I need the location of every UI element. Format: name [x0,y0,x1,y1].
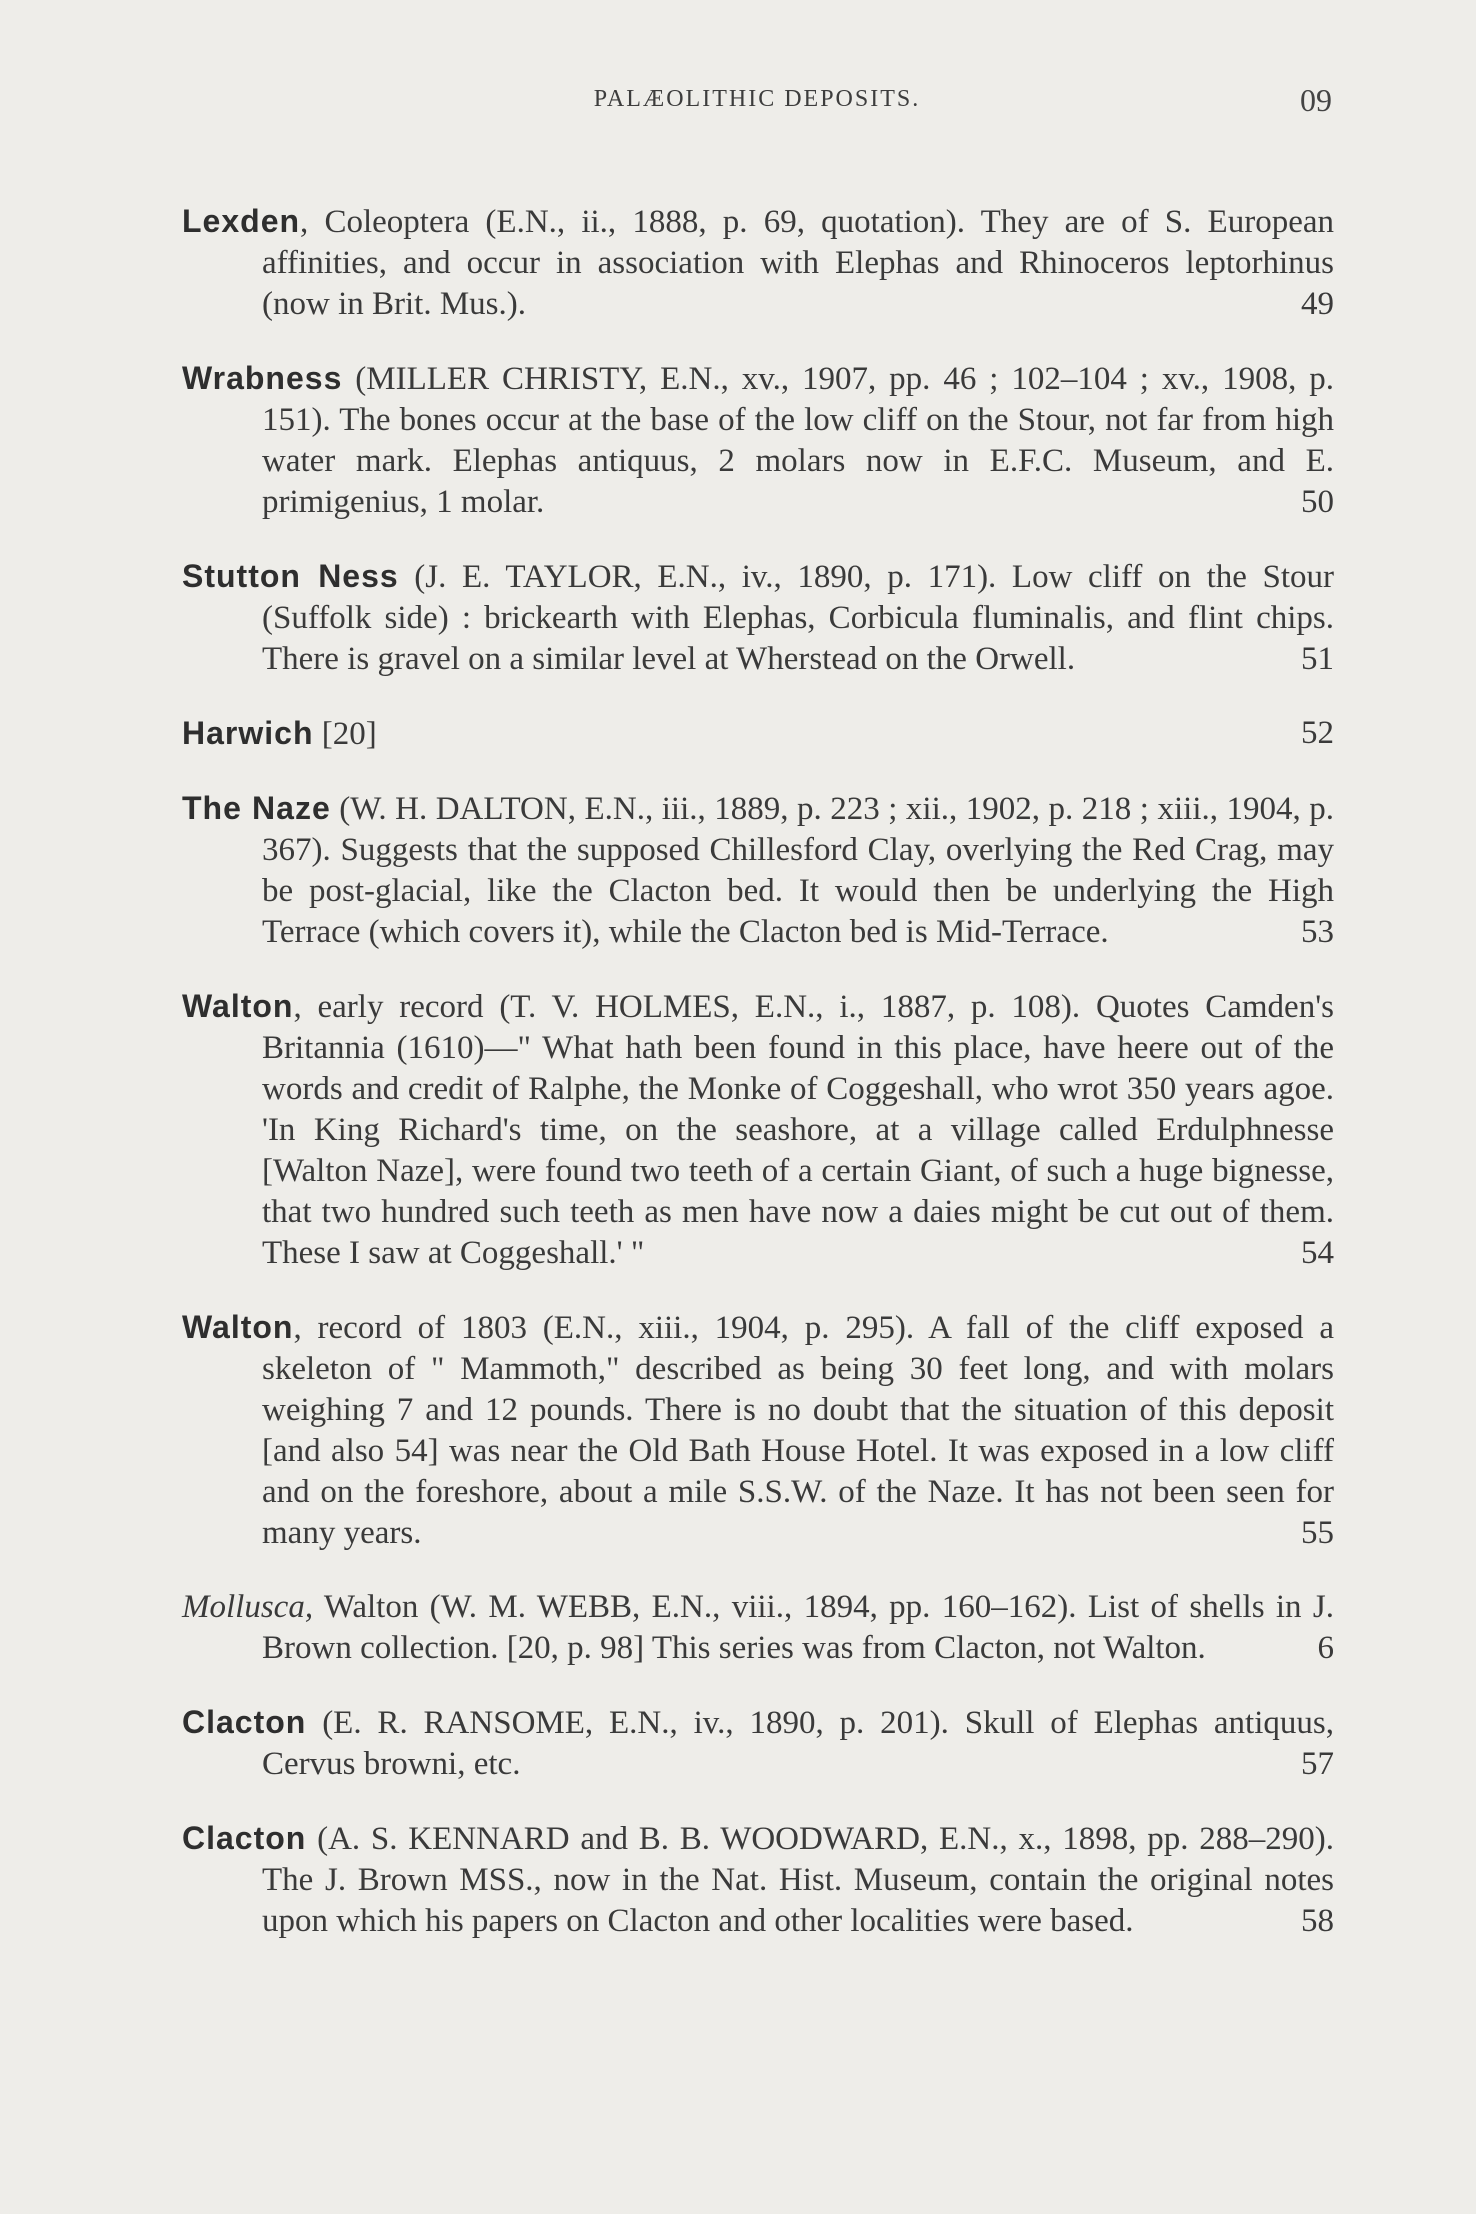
entry-number: 54 [1301,1235,1334,1271]
entry-locality: Harwich [182,715,314,751]
entry-locality: Walton [182,988,294,1024]
entry-number: 6 [1317,1630,1334,1666]
entry-clacton-ransome [182,1702,1334,1785]
entry-text: (W. H. DALTON, E.N., iii., 1889, p. 223 ; xii., 1902, p. 218 ; xiii., 1904, p. 367). Suggests that the supposed Chillesford Clay, overlying the Red Crag, may be post-glacial, like the Clacton bed. It would then be underlying the High Terrace (which covers it), while the Clacton bed is Mid-Terrace. [262,791,1334,950]
running-head: PALÆOLITHIC DEPOSITS. [593,86,921,112]
entry-text: (J. E. TAYLOR, E.N., iv., 1890, p. 171). Low cliff on the Stour (Suffolk side) : brickearth with Elephas, Corbicula fluminalis, and flint chips. There is gravel on a similar level at Wherstead on the Orwell. [262,559,1335,677]
entry-stutton-ness [182,556,1334,680]
entry-locality: Wrabness [182,360,343,396]
page-number: 09 [1300,82,1332,118]
entries-list [182,168,1334,1951]
entry-lexden [182,201,1334,325]
entry-harwich [182,713,1334,755]
entry-text: (E. R. RANSOME, E.N., iv., 1890, p. 201). Skull of Elephas antiquus, Cervus browni, etc. [262,1705,1334,1782]
entry-number: 55 [1301,1515,1334,1551]
entry-number: 58 [1301,1903,1334,1939]
entry-locality: Walton [182,1309,294,1345]
entry-text: [20] [313,716,377,752]
entry-locality: Stutton Ness [182,558,399,594]
entry-text: (A. S. KENNARD and B. B. WOODWARD, E.N., x., 1898, pp. 288–290). The J. Brown MSS., now in the Nat. Hist. Museum, contain the original notes upon which his papers on Clacton and other localities were based. [262,1821,1334,1939]
entry-number: 53 [1301,914,1334,950]
entry-clacton-kennard [182,1818,1334,1942]
entry-number: 49 [1301,286,1334,322]
entry-locality: Clacton [182,1704,307,1740]
entry-text: , early record (T. V. HOLMES, E.N., i., 1887, p. 108). Quotes Camden's Britannia (1610)—" What hath been found in this place, have heere out of the words and credit of Ralphe, the Monke of Coggeshall, who wrot 350 years agoe. 'In King Richard's time, on the seashore, at a village called Erdulphnesse [Walton Naze], were found two teeth of a certain Giant, of such a huge bignesse, that two hundred such teeth as men have now a daies might be cut out of them. These I saw at Coggeshall.' " [262,989,1334,1271]
entry-text: (MILLER CHRISTY, E.N., xv., 1907, pp. 46 ; 102–104 ; xv., 1908, p. 151). The bones occur at the base of the low cliff on the Stour, not far from high water mark. Elephas antiquus, 2 molars now in E.F.C. Museum, and E. primigenius, 1 molar. [262,361,1334,520]
entry-number: 52 [1301,715,1334,751]
entry-locality: The Naze [182,790,331,826]
entry-locality: Clacton [182,1820,307,1856]
entry-mollusca [182,1587,1334,1669]
entry-walton-early [182,986,1334,1274]
entry-number: 57 [1301,1746,1334,1782]
entry-number: 50 [1301,484,1334,520]
entry-locality: Mollusca, [182,1589,314,1625]
entry-wrabness [182,358,1334,523]
entry-text: , Coleoptera (E.N., ii., 1888, p. 69, quotation). They are of S. European affinities, and occur in association with Elephas and Rhinoceros leptorhinus (now in Brit. Mus.). [262,204,1334,322]
entry-text: Walton (W. M. WEBB, E.N., viii., 1894, pp. 160–162). List of shells in J. Brown collection. [20, p. 98] This series was from Clacton, not Walton. [262,1589,1334,1666]
page-header [182,82,1332,126]
entry-walton-1803 [182,1307,1334,1554]
entry-text: , record of 1803 (E.N., xiii., 1904, p. 295). A fall of the cliff exposed a skeleton of " Mammoth," described as being 30 feet long, and with molars weighing 7 and 12 pounds. There is no doubt that the situation of this deposit [and also 54] was near the Old Bath House Hotel. It was exposed in a low cliff and on the foreshore, about a mile S.S.W. of the Naze. It has not been seen for many years. [262,1310,1334,1551]
entry-the-naze [182,788,1334,953]
entry-number: 51 [1301,641,1334,677]
entry-locality: Lexden [182,203,301,239]
